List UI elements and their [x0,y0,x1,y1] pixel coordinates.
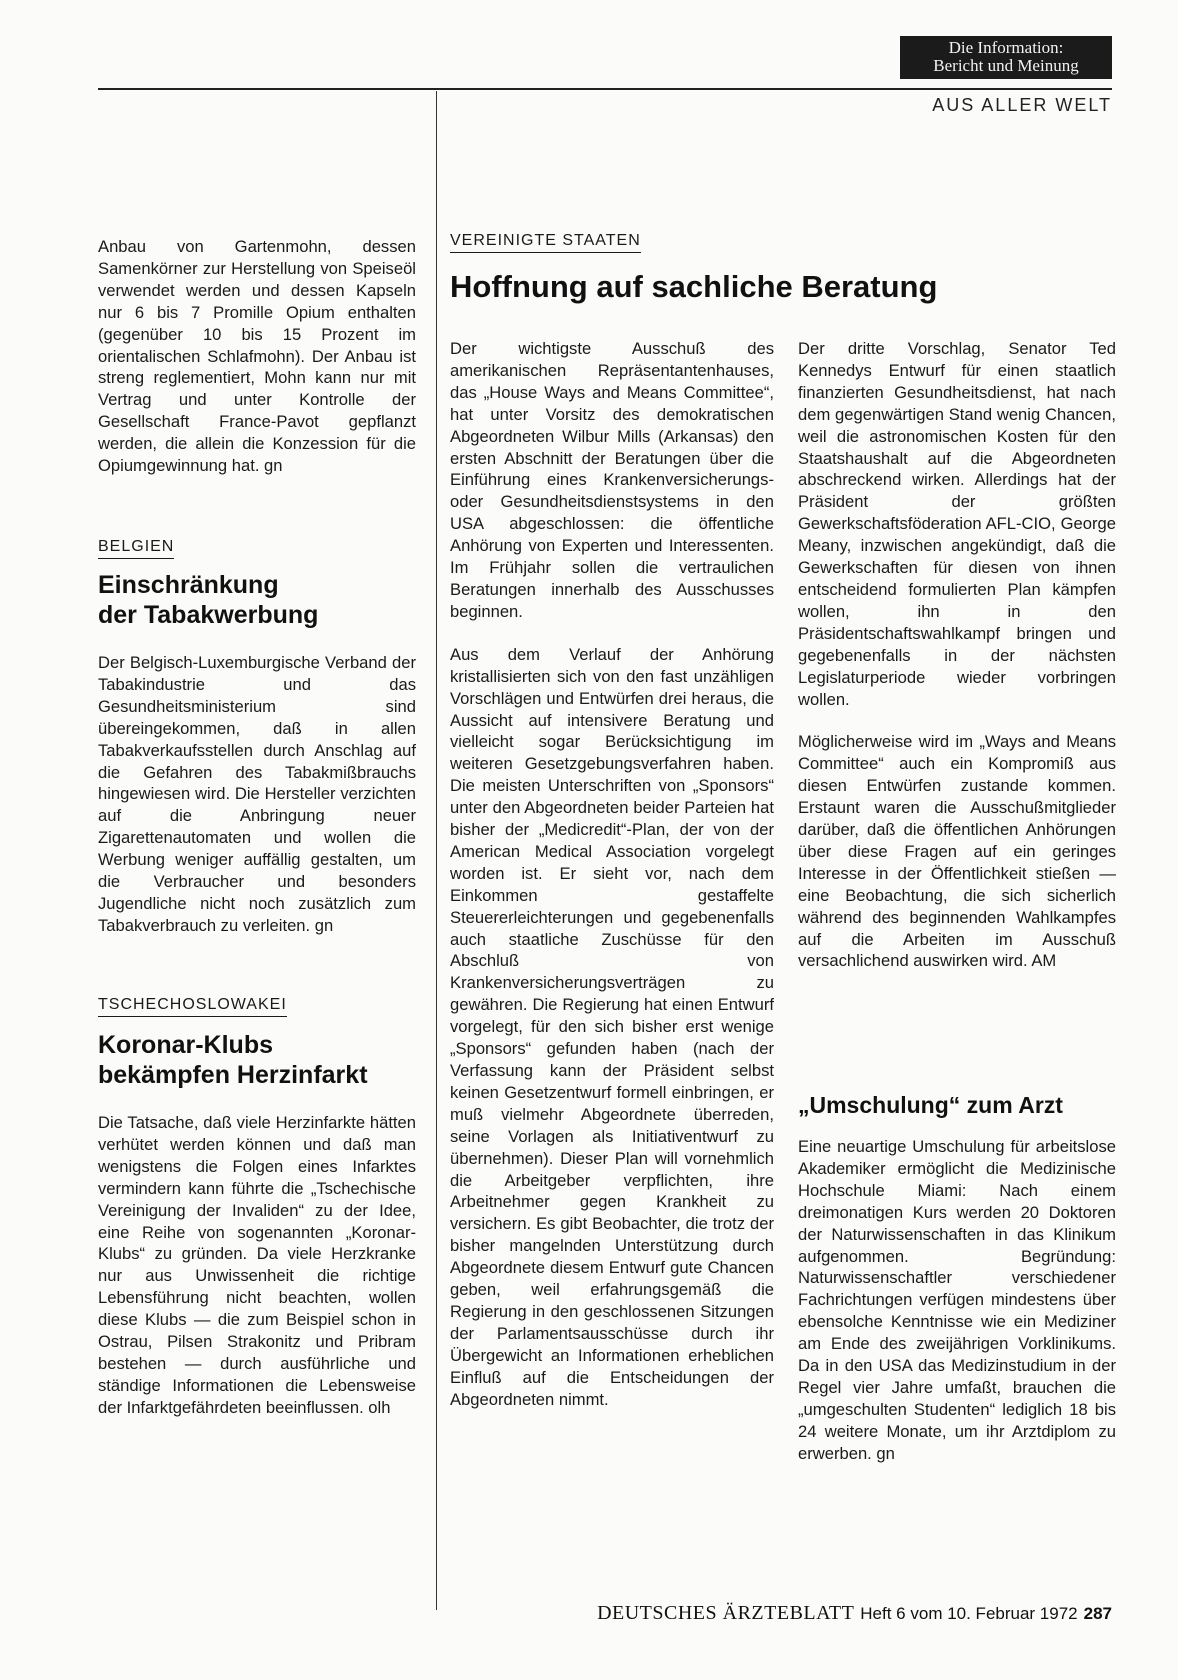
headline-umschulung: „Umschulung“ zum Arzt [798,1092,1063,1118]
article-body: Der Belgisch-Luxemburgische Verband der Tabakindustrie und das Gesundheitsministerium sind übereingekommen, daß in allen Tabakverkaufsstellen durch Anschlag auf die Gefahren des Tabakmißbrauchs hingewiesen wird. Die Hersteller verzichten auf die Anbringung neuer Zigarettenautomaten und wollen die Werbung weniger auffällig gestalten, um die Verbraucher und besonders Jugendliche nicht noch zusätzlich zum Tabakverbrauch zu verleiten. gn [98,653,416,935]
umschulung-article [798,1136,1116,1465]
badge-line-2: Bericht und Meinung [933,56,1079,75]
header-rule [98,88,1112,90]
tschechoslowakei-article [98,1112,416,1419]
opium-article-continuation [98,236,416,477]
badge-line-1: Die Information: [948,38,1064,57]
headline-line: der Tabakwerbung [98,601,319,629]
usa-article-column-1 [450,338,774,1411]
belgien-article [98,652,416,937]
section-badge [900,36,1112,79]
issue-info: Heft 6 vom 10. Februar 1972 [860,1604,1078,1623]
page-number: 287 [1083,1604,1112,1623]
usa-article-column-2 [798,338,1116,972]
headline-line: Einschränkung [98,571,279,599]
column-divider [436,91,437,1610]
article-paragraph: Der wichtigste Ausschuß des amerikanischen Repräsentantenhauses, das „House Ways and Means Committee“, hat unter Vorsitz des demokratischen Abgeordneten Wilbur Mills (Arkansas) den ersten Abschnitt der Beratungen über die Einführung eines Krankenversicherungs- oder Gesundheitsdienstsystems in den USA abgeschlossen: die öffentliche Anhörung von Experten und Interessenten. Im Frühjahr sollen die vertraulichen Beratungen innerhalb des Ausschusses beginnen. [450,339,774,621]
headline-tschechoslowakei [98,1030,416,1090]
article-paragraph: Möglicherweise wird im „Ways and Means Committee“ auch ein Kompromiß aus diesen Entwürfen zustande kommen. Erstaunt waren die Ausschußmitglieder darüber, daß die öffentlichen Anhörungen über diese Fragen auf ein geringes Interesse in der Öffentlichkeit stießen — eine Beobachtung, die sich sicherlich während des beginnenden Wahlkampfes auf die Arbeiten im Ausschuß versachlichend auswirken wird. AM [798,732,1116,971]
headline-usa: Hoffnung auf sachliche Beratung [450,269,938,304]
headline-line: bekämpfen Herzinfarkt [98,1061,368,1089]
article-body: Eine neuartige Umschulung für arbeitslose Akademiker ermöglicht die Medizinische Hochschule Miami: Nach einem dreimonatigen Kurs werden 20 Doktoren der Naturwissenschaften in das Klinikum aufgenommen. Begründung: Naturwissenschaftler verschiedener Fachrichtungen verfügen mindestens über ebensolche Kenntnisse wie ein Mediziner am Ende des zweijährigen Vorklinikums. Da in den USA das Medizinstudium in der Regel vier Jahre umfaßt, brauchen die „umgeschulten Studenten“ lediglich 18 bis 24 weitere Monate, um ihr Arztdiplom zu erwerben. gn [798,1137,1116,1463]
page-footer [597,1602,1112,1625]
article-body: Anbau von Gartenmohn, dessen Samenkörner zur Herstellung von Speiseöl verwendet werden und dessen Kapseln nur 6 bis 7 Promille Opium enthalten (gegenüber 10 bis 15 Prozent im orientalischen Schlafmohn). Der Anbau ist streng reglementiert, Mohn kann nur mit Vertrag und unter Kontrolle der Gesellschaft France-Pavot gepflanzt werden, die allein die Konzession für die Opiumgewinnung hat. gn [98,237,416,476]
kicker-belgien: BELGIEN [98,538,174,559]
headline-line: Koronar-Klubs [98,1031,273,1059]
article-paragraph: Aus dem Verlauf der Anhörung kristallisierten sich von den fast unzähligen Vorschlägen und Entwürfen drei heraus, die Aussicht auf intensivere Beratung und vielleicht sogar Berücksichtigung im weiteren Gesetzgebungsverfahren haben. Die meisten Unterschriften von „Sponsors“ unter den Abgeordneten beider Parteien hat bisher der „Medicredit“-Plan, der von der American Medical Association vorgelegt worden ist. Er sieht vor, nach dem Einkommen gestaffelte Steuererleichterungen und gegebenenfalls auch staatliche Zuschüsse für den Abschluß von Krankenversicherungsverträgen zu gewähren. Die Regierung hat einen Entwurf vorgelegt, für den sich bisher erst wenige „Sponsors“ gefunden haben (nach der Verfassung kann der Präsident selbst keinen Gesetzentwurf formell einbringen, er muß vielmehr Abgeordnete überreden, seine Vorlagen als Initiativentwurf zu übernehmen). Dieser Plan will vornehmlich die Arbeitgeber verpflichten, ihre Arbeitnehmer gegen Krankheit zu versichern. Es gibt Beobachter, die trotz der bisher mangelnden Unterstützung durch Abgeordnete diesem Entwurf gute Chancen geben, weil erfahrungsgemäß die Regierung in den geschlossenen Sitzungen der Parlamentsausschüsse durch ihr Übergewicht an Informationen erheblichen Einfluß auf die Entscheidungen der Abgeordneten nimmt. [450,644,774,1409]
article-paragraph: Der dritte Vorschlag, Senator Ted Kennedys Entwurf für einen staatlich finanzierten Gesundheitsdienst, hat nach dem gegenwärtigen Stand wenig Chancen, weil die astronomischen Kosten für den Staatshaushalt auf die Abgeordneten abschreckend wirken. Allerdings hat der Präsident der größten Gewerkschaftsföderation AFL-CIO, George Meany, inzwischen angekündigt, daß die Gewerkschaften für diesen von ihnen entscheidend formulierten Plan kämpfen wollen, ihn in den Präsidentschaftswahlkampf bringen und gegebenenfalls in der nächsten Legislaturperiode wieder vorbringen wollen. [798,339,1116,709]
section-title: AUS ALLER WELT [932,95,1112,115]
kicker-tschechoslowakei: TSCHECHOSLOWAKEI [98,996,287,1017]
headline-belgien [98,570,416,630]
publication-name: DEUTSCHES ÄRZTEBLATT [597,1602,855,1624]
kicker-usa: VEREINIGTE STAATEN [450,232,641,253]
article-body: Die Tatsache, daß viele Herzinfarkte hätten verhütet werden können und daß man wenigstens die Folgen eines Infarktes vermindern kann führte die „Tschechische Vereinigung der Invaliden“ zu der Idee, eine Reihe von sogenannten „Koronar-Klubs“ zu gründen. Da viele Herzkranke nur aus Unwissenheit die richtige Lebensführung nicht beachten, wollen diese Klubs — die zum Beispiel schon in Ostrau, Pilsen Strakonitz und Pribram bestehen — durch ausführliche und ständige Informationen die Lebensweise der Infarktgefährdeten beeinflussen. olh [98,1113,416,1417]
